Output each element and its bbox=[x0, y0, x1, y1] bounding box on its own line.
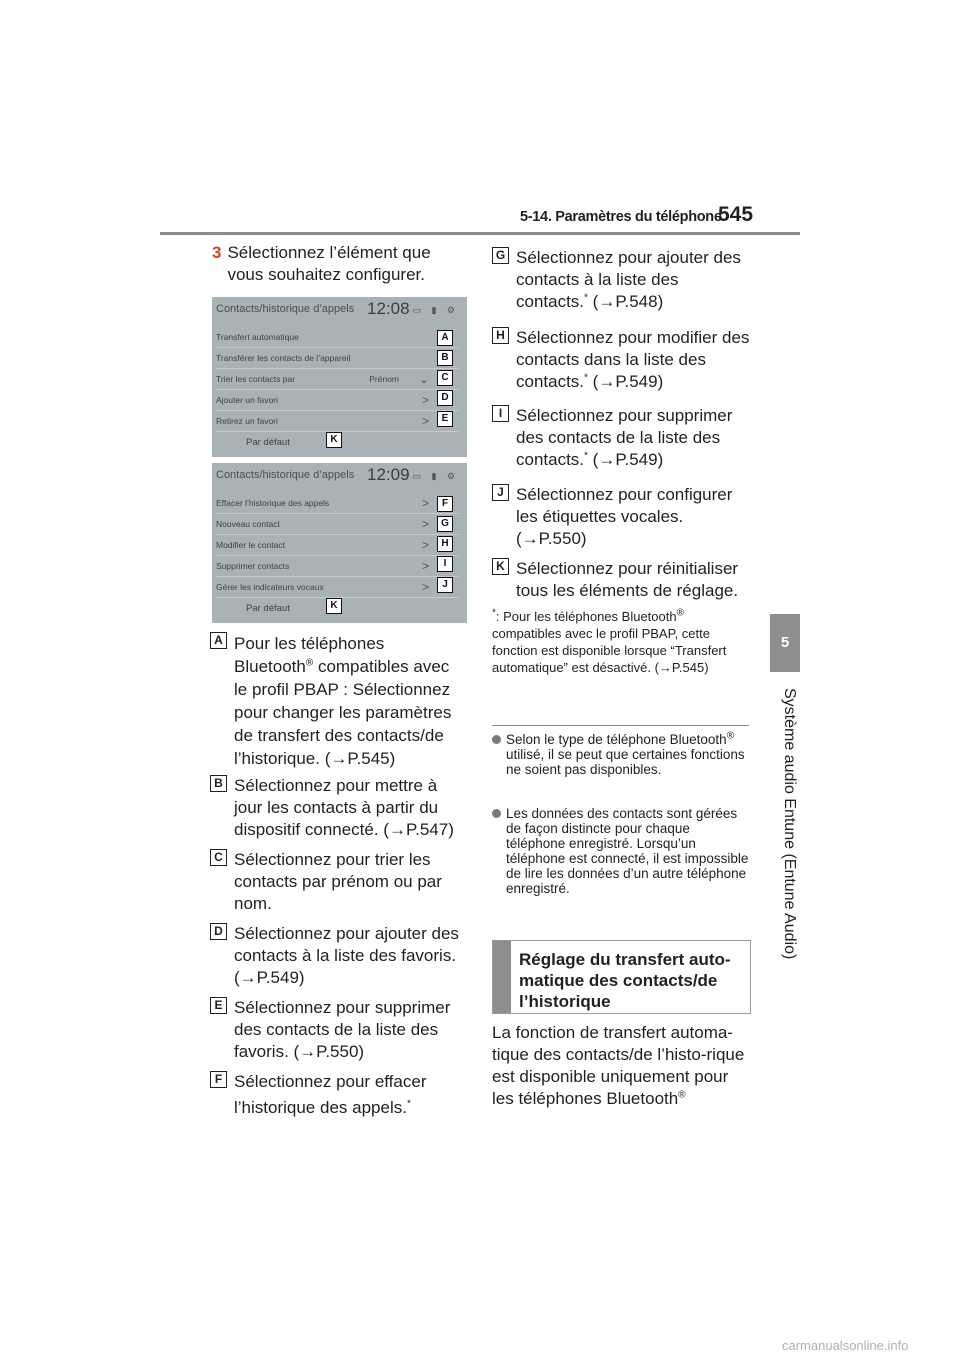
bullet-icon bbox=[492, 809, 501, 818]
item-key: E bbox=[210, 997, 227, 1014]
chevron-right-icon: > bbox=[421, 414, 429, 428]
chevron-right-icon: > bbox=[421, 559, 429, 573]
callout-k: K bbox=[326, 598, 342, 614]
screen-title: Contacts/historique d’appels bbox=[216, 303, 355, 315]
callout-f: F bbox=[437, 496, 453, 512]
item-f: F Sélectionnez pour effacer l’historique des appels.* bbox=[210, 1071, 465, 1121]
intro-paragraph: La fonction de transfert automa-tique des contacts/de l’histo-rique est disponible uniquement pour les téléphones Bluetooth® bbox=[492, 1023, 745, 1108]
item-b: B Sélectionnez pour mettre à jour les contacts à partir du dispositif connecté. (→P.547) bbox=[210, 775, 465, 841]
item-e: E Sélectionnez pour supprimer des contacts de la liste des favoris. (→P.550) bbox=[210, 997, 465, 1063]
callout-j: J bbox=[437, 577, 453, 593]
row-clear-history[interactable]: Effacer l’historique des appels > bbox=[216, 493, 459, 514]
item-a: A Pour les téléphones Bluetooth® compatibles avec le profil PBAP : Sélectionnez pour changer les paramètres de transfert des contacts/de l’historique. (→P.545) bbox=[210, 632, 465, 770]
bullet-icon bbox=[492, 735, 501, 744]
chapter-title: Système audio Entune (Entune Audio) bbox=[781, 688, 798, 960]
status-icons: ▭ ▮ ⚙ bbox=[412, 471, 459, 481]
item-key: B bbox=[210, 775, 227, 792]
item-key: J bbox=[492, 484, 509, 501]
row-sort-contacts[interactable]: Trier les contacts par Prénom ⌄ bbox=[216, 369, 459, 390]
bullet-2: Les données des contacts sont gérées de façon distincte pour chaque téléphone enregistré. Lorsqu’un téléphone est connecté, il est impossible de lire les données d’un autre téléphone enregistré. bbox=[492, 806, 750, 896]
header-section: 5-14. Paramètres du téléphone bbox=[520, 209, 722, 225]
callout-h: H bbox=[437, 536, 453, 552]
chevron-down-icon: ⌄ bbox=[418, 372, 429, 386]
item-key: C bbox=[210, 849, 227, 866]
callout-a: A bbox=[437, 330, 453, 346]
screen-1 bbox=[212, 297, 467, 457]
row-transfer-contacts[interactable]: Transférer les contacts de l’appareil bbox=[216, 348, 459, 369]
chapter-tab: 5 bbox=[770, 614, 800, 672]
watermark: carmanualsonline.info bbox=[782, 1338, 909, 1353]
status-icons: ▭ ▮ ⚙ bbox=[412, 305, 459, 315]
item-key: I bbox=[492, 405, 509, 422]
row-delete-contacts[interactable]: Supprimer contacts > bbox=[216, 556, 459, 577]
chevron-right-icon: > bbox=[421, 496, 429, 510]
item-g: G Sélectionnez pour ajouter des contacts à la liste des contacts.* (→P.548) bbox=[492, 247, 750, 313]
callout-k: K bbox=[326, 432, 342, 448]
item-key: A bbox=[210, 632, 227, 649]
callout-i: I bbox=[437, 556, 453, 572]
item-j: J Sélectionnez pour configurer les étiquettes vocales. (→P.550) bbox=[492, 484, 750, 550]
section-heading: Réglage du transfert auto-matique des contacts/de l’historique bbox=[519, 950, 731, 1011]
callout-c: C bbox=[437, 370, 453, 386]
item-key: F bbox=[210, 1071, 227, 1088]
item-c: C Sélectionnez pour trier les contacts par prénom ou par nom. bbox=[210, 849, 465, 915]
screen-clock: 12:08 bbox=[367, 299, 410, 318]
step-number: 3 bbox=[212, 243, 222, 262]
screen-2 bbox=[212, 463, 467, 623]
row-auto-transfer[interactable]: Transfert automatique bbox=[216, 327, 459, 348]
separator bbox=[492, 725, 749, 726]
step-3 bbox=[212, 242, 472, 286]
screen-clock: 12:09 bbox=[367, 465, 410, 484]
heading-strip bbox=[493, 941, 511, 1013]
item-key: K bbox=[492, 558, 509, 575]
item-key: D bbox=[210, 923, 227, 940]
sort-value: Prénom bbox=[369, 374, 399, 384]
row-add-favorite[interactable]: Ajouter un favori > bbox=[216, 390, 459, 411]
default-button[interactable]: Par défaut bbox=[246, 437, 290, 448]
section-heading-box bbox=[492, 940, 751, 1014]
screen-title: Contacts/historique d’appels bbox=[216, 469, 355, 481]
callout-b: B bbox=[437, 350, 453, 366]
callout-g: G bbox=[437, 516, 453, 532]
header-rule bbox=[160, 232, 800, 235]
item-key: G bbox=[492, 247, 509, 264]
item-d: D Sélectionnez pour ajouter des contacts à la liste des favoris. (→P.549) bbox=[210, 923, 465, 989]
chevron-right-icon: > bbox=[421, 517, 429, 531]
bullet-1: Selon le type de téléphone Bluetooth® utilisé, il se peut que certaines fonctions ne soient pas disponibles. bbox=[492, 732, 750, 777]
row-new-contact[interactable]: Nouveau contact > bbox=[216, 514, 459, 535]
row-remove-favorite[interactable]: Retirez un favori > bbox=[216, 411, 459, 432]
step-text: Sélectionnez l’élément que vous souhaitez configurer. bbox=[227, 243, 431, 284]
callout-e: E bbox=[437, 411, 453, 427]
callout-d: D bbox=[437, 390, 453, 406]
item-k: K Sélectionnez pour réinitialiser tous les éléments de réglage. bbox=[492, 558, 750, 602]
chevron-right-icon: > bbox=[421, 538, 429, 552]
footnote: *: Pour les téléphones Bluetooth® compatibles avec le profil PBAP, cette fonction est disponible lorsque “Transfert automatique” est désactivé. (→P.545) bbox=[492, 607, 727, 675]
item-h: H Sélectionnez pour modifier des contacts dans la liste des contacts.* (→P.549) bbox=[492, 327, 750, 393]
row-voice-tags[interactable]: Gérer les indicateurs vocaux > bbox=[216, 577, 459, 598]
chevron-right-icon: > bbox=[421, 393, 429, 407]
item-key: H bbox=[492, 327, 509, 344]
default-button[interactable]: Par défaut bbox=[246, 603, 290, 614]
page-number: 545 bbox=[718, 203, 754, 226]
chevron-right-icon: > bbox=[421, 580, 429, 594]
item-i: I Sélectionnez pour supprimer des contacts de la liste des contacts.* (→P.549) bbox=[492, 405, 750, 471]
row-edit-contact[interactable]: Modifier le contact > bbox=[216, 535, 459, 556]
